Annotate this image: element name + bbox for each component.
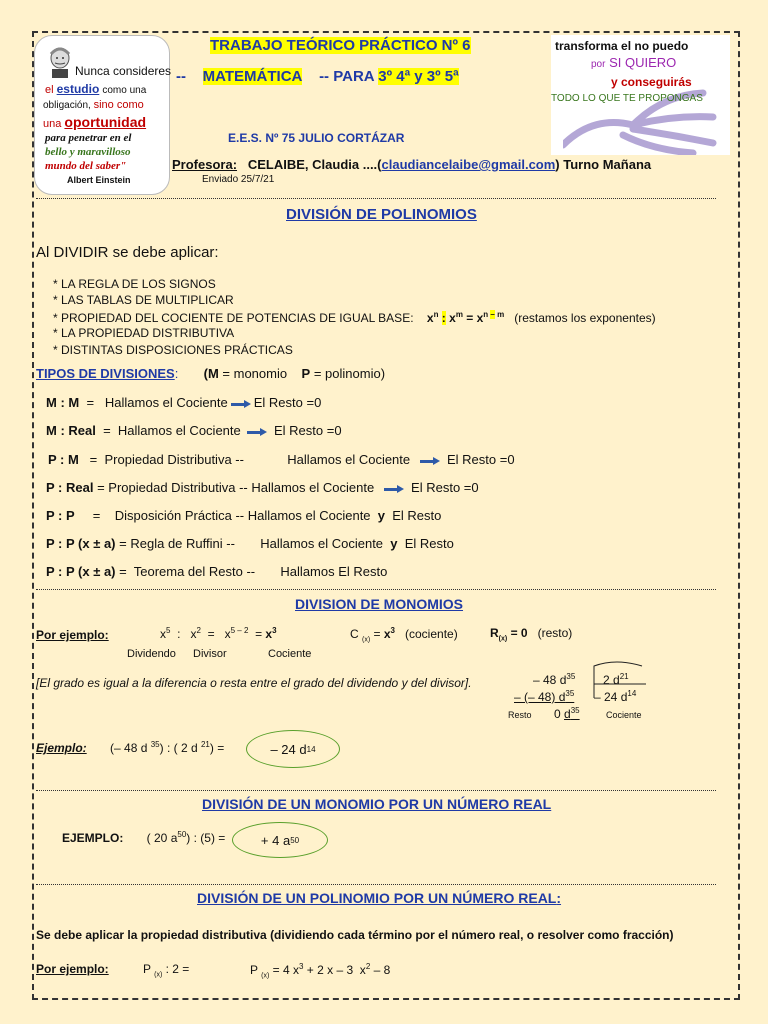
ejemplo-label: Por ejemplo: bbox=[36, 628, 109, 642]
desc: Hallamos el Cociente bbox=[117, 423, 241, 438]
op: P : P bbox=[46, 508, 75, 523]
rest: El Resto =0 bbox=[253, 395, 322, 410]
turno: ) Turno Mañana bbox=[555, 157, 652, 172]
divider bbox=[36, 198, 716, 199]
eq: = bbox=[86, 395, 95, 410]
result-oval-2: + 4 a 50 bbox=[232, 822, 328, 858]
rest: El Resto =0 bbox=[274, 423, 342, 438]
desc: Propiedad Distributiva -- bbox=[104, 452, 244, 467]
eq: = bbox=[119, 536, 127, 551]
poly-division: P $_{(x)}$ : 2 = bbox=[143, 962, 190, 979]
rule-3: * PROPIEDAD DEL COCIENTE DE POTENCIAS DE IGUAL BASE: $x^n$ : $x^m = x^{n - m}$ (restamos los exponentes) bbox=[53, 310, 656, 325]
einstein-quote-box bbox=[34, 35, 170, 195]
division-row-5 bbox=[46, 508, 441, 523]
promo-por: por bbox=[591, 59, 606, 70]
ejemplo-2: Ejemplo: (– 48 d $^{35}$) : ( 2 d $^{21}$) = bbox=[36, 740, 225, 755]
doc-subject bbox=[176, 68, 459, 85]
op: P : Real bbox=[46, 480, 94, 495]
teacher-email-link[interactable]: claudiancelaibe@gmail.com bbox=[381, 157, 556, 172]
division-row-1 bbox=[46, 395, 321, 410]
result-2: + 4 a bbox=[260, 832, 291, 848]
division-row-2 bbox=[46, 423, 342, 438]
divider bbox=[36, 884, 716, 885]
tipos-monomio: = monomio bbox=[222, 366, 288, 381]
quote-line-3 bbox=[43, 99, 144, 111]
eq: = bbox=[119, 564, 127, 579]
rest: El Resto bbox=[392, 508, 442, 523]
remainder: 0 $d^{35}$ bbox=[554, 706, 580, 721]
desc: Hallamos el Cociente bbox=[104, 395, 228, 410]
rule-3-text: * PROPIEDAD DEL COCIENTE DE POTENCIAS DE IGUAL BASE: bbox=[53, 311, 414, 325]
section3-title: DIVISIÓN DE UN MONOMIO POR UN NÚMERO REAL bbox=[202, 796, 552, 812]
subject-prefix: -- bbox=[176, 68, 186, 85]
ejemplo-4 bbox=[36, 962, 109, 976]
section2-title: DIVISION DE MONOMIOS bbox=[295, 596, 464, 612]
promo-line-3: y conseguirás bbox=[611, 75, 692, 89]
quote-el: el bbox=[45, 84, 54, 96]
quote-obligacion: obligación, bbox=[43, 100, 91, 111]
quotient: – 24 $d^{14}$ bbox=[594, 689, 637, 704]
resto-expression: $R_{(x)} = 0$ (resto) bbox=[490, 626, 573, 643]
op: P : P (x ± a) bbox=[46, 564, 116, 579]
promo-line-4: TODO LO QUE TE PROPONGAS bbox=[551, 93, 703, 104]
quote-sinocomo: sino como bbox=[93, 99, 144, 111]
cociente-label: (cociente) bbox=[405, 627, 458, 641]
result-oval-1: – 24 d 14 bbox=[246, 730, 340, 768]
division-row-6 bbox=[46, 536, 454, 551]
doc-title: TRABAJO TEÓRICO PRÁCTICO Nº 6 bbox=[210, 37, 471, 54]
eq: = bbox=[92, 508, 101, 523]
eq: = bbox=[89, 452, 98, 467]
ejemplo-3: EJEMPLO: ( 20 $a^{50}$) : (5) = bbox=[62, 830, 226, 845]
poly-expression: P $_{(x)}$ = 4 $x^3 + 2$ x – 3 $x^2 - 8$ bbox=[250, 962, 391, 980]
quote-author: Albert Einstein bbox=[67, 175, 131, 185]
quote-line-1: Nunca consideres bbox=[75, 64, 172, 78]
promo-line-1: transforma el no puedo bbox=[555, 39, 689, 53]
y: y bbox=[377, 508, 386, 523]
section4-colon: : bbox=[556, 890, 562, 906]
quote-line-2 bbox=[45, 82, 146, 96]
quote-estudio: estudio bbox=[56, 82, 100, 96]
section1-title: DIVISIÓN DE POLINOMIOS bbox=[286, 206, 477, 223]
rest: El Resto bbox=[404, 536, 454, 551]
quote-oportunidad: oportunidad bbox=[64, 114, 147, 130]
result-1: – 24 d bbox=[270, 741, 307, 757]
monomio-example bbox=[36, 628, 109, 642]
eq: = bbox=[103, 423, 111, 438]
op: P : M bbox=[48, 452, 79, 467]
tipos-line: TIPOS DE DIVISIONES: (M = monomio P = polinomio) bbox=[36, 366, 386, 381]
tipos-m: (M bbox=[203, 366, 219, 381]
division-row-3 bbox=[48, 452, 515, 467]
promo-siquiero: SI QUIERO bbox=[609, 55, 677, 70]
grado-note: [El grado es igual a la diferencia o resta entre el grado del dividendo y del divisor]. bbox=[36, 676, 472, 690]
op: M : M bbox=[46, 395, 80, 410]
rule-1: * LA REGLA DE LOS SIGNOS bbox=[53, 277, 216, 291]
desc: Teorema del Resto -- bbox=[133, 564, 256, 579]
cociente-small-label: Cociente bbox=[606, 710, 642, 720]
y: y bbox=[390, 536, 398, 551]
op: P : P (x ± a) bbox=[46, 536, 116, 551]
desc: Propiedad Distributiva -- Hallamos el Cociente bbox=[108, 480, 375, 495]
tipos-p: P bbox=[301, 366, 311, 381]
rule-4: * LA PROPIEDAD DISTRIBUTIVA bbox=[53, 326, 235, 340]
cociente-expression: C $_{(x)} = x^3$ (cociente) bbox=[350, 626, 458, 644]
arrow-right-icon bbox=[247, 428, 267, 436]
tipos-polinomio: = polinomio) bbox=[313, 366, 386, 381]
divisor-label: Divisor bbox=[193, 648, 227, 660]
ejemplo-3-label: EJEMPLO: bbox=[62, 831, 124, 845]
teacher-line bbox=[172, 157, 651, 172]
section4-title bbox=[197, 890, 561, 906]
quote-line-5: para penetrar en el bbox=[45, 132, 132, 144]
desc2: Hallamos El Resto bbox=[280, 564, 388, 579]
para-prefix: -- PARA bbox=[319, 68, 375, 85]
rest: El Resto =0 bbox=[411, 480, 479, 495]
monomio-expression: $x^5$ : $x^2 = x^{5 - 2} = x^3$ bbox=[160, 626, 277, 641]
desc: Disposición Práctica -- Hallamos el Cociente bbox=[114, 508, 371, 523]
desc2: Hallamos el Cociente bbox=[287, 452, 411, 467]
profesora-name: CELAIBE, Claudia ....( bbox=[247, 157, 382, 172]
power-rule-note: (restamos los exponentes) bbox=[514, 311, 656, 325]
courses: 3º 4ª y 3º 5ª bbox=[378, 68, 459, 85]
subject-name: MATEMÁTICA bbox=[202, 68, 303, 85]
profesora-label: Profesora: bbox=[172, 157, 238, 172]
ejemplo-4-label: Por ejemplo: bbox=[36, 962, 109, 976]
section1-intro: Al DIVIDIR se debe aplicar: bbox=[36, 244, 219, 261]
dividendo-label: Dividendo bbox=[127, 648, 176, 660]
quote-comouna: como una bbox=[102, 85, 147, 96]
rule-5: * DISTINTAS DISPOSICIONES PRÁCTICAS bbox=[53, 343, 293, 357]
quote-line-6: bello y maravilloso bbox=[45, 146, 131, 158]
cociente-caption: Cociente bbox=[268, 648, 312, 660]
motivational-image bbox=[551, 35, 730, 155]
division-bracket bbox=[588, 658, 648, 700]
subtraction: – (– 48) $d^{35}$ bbox=[514, 689, 575, 704]
op: M : Real bbox=[46, 423, 96, 438]
quote-una: una bbox=[43, 118, 62, 130]
ejemplo-2-label: Ejemplo: bbox=[36, 741, 87, 755]
dividend: – 48 $d^{35}$ bbox=[533, 672, 576, 687]
einstein-portrait-icon bbox=[47, 46, 73, 78]
desc2: Hallamos el Cociente bbox=[260, 536, 384, 551]
eq: = bbox=[97, 480, 105, 495]
rest: El Resto =0 bbox=[447, 452, 515, 467]
sent-date: Enviado 25/7/21 bbox=[202, 174, 275, 185]
arrow-right-icon bbox=[420, 457, 440, 465]
division-row-7 bbox=[46, 564, 387, 579]
resto-label: (resto) bbox=[537, 626, 573, 640]
section4-text: Se debe aplicar la propiedad distributiva (dividiendo cada término por el número real, o resolver como fracción) bbox=[36, 928, 674, 942]
rule-2: * LAS TABLAS DE MULTIPLICAR bbox=[53, 293, 234, 307]
arrow-right-icon bbox=[384, 485, 404, 493]
resto-small-label: Resto bbox=[508, 710, 532, 720]
divider bbox=[36, 589, 716, 590]
division-row-4 bbox=[46, 480, 479, 495]
divider bbox=[36, 790, 716, 791]
desc: Regla de Ruffini -- bbox=[130, 536, 235, 551]
divisor: 2 $d^{21}$ bbox=[603, 672, 629, 687]
quote-line-4 bbox=[43, 114, 146, 130]
arrow-right-icon bbox=[231, 400, 251, 408]
school-name: E.E.S. Nº 75 JULIO CORTÁZAR bbox=[228, 131, 405, 145]
tipos-label: TIPOS DE DIVISIONES bbox=[36, 366, 175, 381]
promo-line-2 bbox=[591, 55, 676, 70]
section4-title-text: DIVISIÓN DE UN POLINOMIO POR UN NÚMERO REAL bbox=[197, 890, 557, 906]
quote-line-7: mundo del saber" bbox=[45, 160, 127, 172]
